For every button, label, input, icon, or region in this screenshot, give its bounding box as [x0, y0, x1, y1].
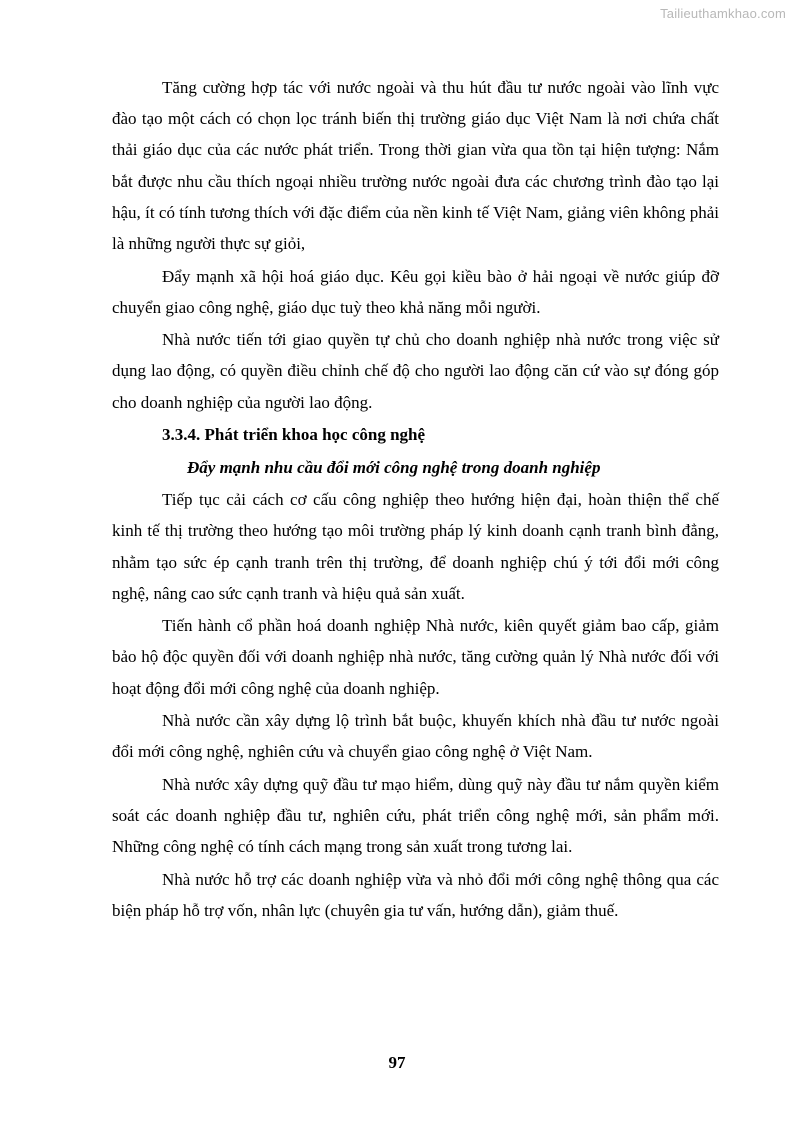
section-heading: 3.3.4. Phát triển khoa học công nghệ — [162, 425, 426, 445]
sub-heading: Đẩy mạnh nhu cầu đổi mới công nghệ trong doanh nghiệp — [187, 457, 601, 477]
document-body — [112, 72, 719, 927]
paragraph: Tăng cường hợp tác với nước ngoài và thu hút đầu tư nước ngoài vào lĩnh vực đào tạo một cách có chọn lọc tránh biến thị trường giáo dục Việt Nam là nơi chứa chất thải giáo dục của các nước phát triển. Trong thời gian vừa qua tồn tại hiện tượng: Nắm bắt được nhu cầu thích ngoại nhiều trường nước ngoài đưa các chương trình đào tạo lại hậu, ít có tính tương thích với đặc điểm của nền kinh tế Việt Nam, giảng viên không phải là những người thực sự giỏi, — [112, 78, 719, 254]
paragraph: Nhà nước tiến tới giao quyền tự chủ cho doanh nghiệp nhà nước trong việc sử dụng lao động, có quyền điều chỉnh chế độ cho người lao động căn cứ vào sự đóng góp cho doanh nghiệp của người lao động. — [112, 330, 719, 412]
paragraph: Đẩy mạnh xã hội hoá giáo dục. Kêu gọi kiều bào ở hải ngoại về nước giúp đỡ chuyển giao công nghệ, giáo dục tuỳ theo khả năng mỗi người. — [112, 266, 719, 317]
paragraph: Tiếp tục cải cách cơ cấu công nghiệp theo hướng hiện đại, hoàn thiện thể chế kinh tế thị trường theo hướng tạo môi trường pháp lý kinh doanh cạnh tranh bình đẳng, nhằm tạo sức ép cạnh tranh trên thị trường, để doanh nghiệp chú ý tới đổi mới công nghệ, nâng cao sức cạnh tranh và hiệu quả sản xuất. — [112, 490, 719, 603]
paragraph: Nhà nước cần xây dựng lộ trình bắt buộc, khuyến khích nhà đầu tư nước ngoài đổi mới công nghệ, nghiên cứu và chuyển giao công nghệ ở Việt Nam. — [112, 711, 719, 762]
watermark-text: Tailieuthamkhao.com — [660, 6, 786, 21]
paragraph: Nhà nước hỗ trợ các doanh nghiệp vừa và nhỏ đổi mới công nghệ thông qua các biện pháp hỗ trợ vốn, nhân lực (chuyên gia tư vấn, hướng dẫn), giảm thuế. — [112, 869, 719, 920]
paragraph: Nhà nước xây dựng quỹ đầu tư mạo hiểm, dùng quỹ này đầu tư nắm quyền kiểm soát các doanh nghiệp đầu tư, nghiên cứu, phát triển công nghệ mới, sản phẩm mới. Những công nghệ có tính cách mạng trong sản xuất trong tương lai. — [112, 774, 719, 857]
page-number: 97 — [388, 1053, 406, 1072]
paragraph: Tiến hành cổ phần hoá doanh nghiệp Nhà nước, kiên quyết giảm bao cấp, giảm bảo hộ độc quyền đối với doanh nghiệp nhà nước, tăng cường quản lý Nhà nước đối với hoạt động đổi mới công nghệ của doanh nghiệp. — [112, 616, 719, 698]
